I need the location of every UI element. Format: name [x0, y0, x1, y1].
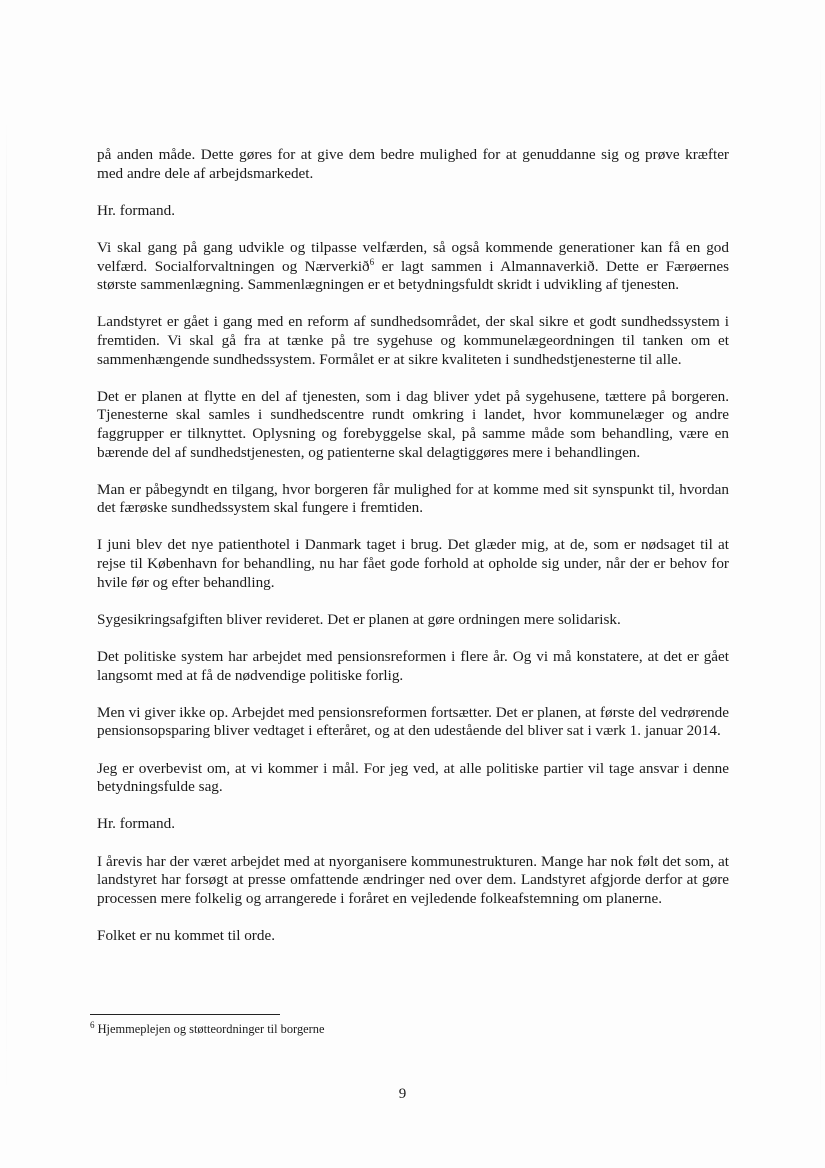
paragraph-municipal-structure: I årevis har der været arbejdet med at nyorganisere kommunestrukturen. Mange har nok følt det som, at landstyret har forsøgt at presse omfattende ændringer ned over dem. Landstyret afgjorde derfor at gøre processen mere folkelig og arrangerede i foråret en vejledende folkeafstemning om planerne.: [97, 852, 729, 907]
greeting-chairman-2: Hr. formand.: [97, 815, 176, 833]
body-text: [97, 146, 729, 964]
paragraph-pension-reform: Det politiske system har arbejdet med pensionsreformen i flere år. Og vi må konstatere, at det er gået langsomt med at få de nødvendige politiske forlig.: [97, 648, 729, 684]
paragraph-retraining: på anden måde. Dette gøres for at give dem bedre mulighed for at genuddanne sig og prøve kræfter med andre dele af arbejdsmarkedet.: [97, 146, 729, 182]
footnote-text: Hjemmeplejen og støtteordninger til borgerne: [94, 1022, 325, 1036]
paragraph-health-reform: Landstyret er gået i gang med en reform af sundhedsområdet, der skal sikre et godt sundhedssystem i fremtiden. Vi skal gå fra at tænke på tre sygehuse og kommunelægeordningen til tanken om et sammenhængende sundhedssystem. Formålet er at sikre kvaliteten i sundhedstjenesterne til alle.: [97, 313, 729, 368]
welfare-text-end: er lagt sammen i Almannaverkið. Dette er Færøernes største sammenlægning. Sammenlægningen er et betydningsfuldt skridt i udvikling af tjenesten.: [97, 257, 729, 294]
paragraph-health-centres: Det er planen at flytte en del af tjenesten, som i dag bliver ydet på sygehusene, tættere på borgeren. Tjenesterne skal samles i sundhedscentre rundt omkring i landet, hvor kommunelæger og andre faggrupper er tilknyttet. Oplysning og forebyggelse skal, på samme måde som behandling, være en bærende del af sundhedstjenesten, og patienterne skal delagtiggøres mere i behandlingen.: [97, 387, 729, 461]
scan-edge-left: [6, 120, 7, 1100]
footnote-marker: 6: [90, 1019, 95, 1030]
paragraph-welfare: [97, 239, 729, 295]
paragraph-citizen-input: Man er påbegyndt en tilgang, hvor borgeren får mulighed for at komme med sit synspunkt til, hvordan det færøske sundhedssystem skal fungere i fremtiden.: [97, 480, 729, 517]
paragraph-pension-continues: Men vi giver ikke op. Arbejdet med pensionsreformen fortsætter. Det er planen, at første del vedrørende pensionsopsparing bliver vedtaget i efteråret, og at den udestående del bliver sat i værk 1. januar 2014.: [97, 703, 729, 740]
paragraph-patient-hotel: I juni blev det nye patienthotel i Danmark taget i brug. Det glæder mig, at de, som er nødsaget til at rejse til København for behandling, nu har fået gode forhold at opholde sig under, når der er behov for hvile før og efter behandling.: [97, 536, 729, 591]
welfare-text-start: Vi skal gang på gang udvikle og tilpasse velfærden, så også kommende generationer kan få en god velfærd. Socialforvaltningen og Nærverkið: [97, 238, 729, 275]
page-number: 9: [398, 1086, 407, 1102]
paragraph-confidence: Jeg er overbevist om, at vi kommer i mål. For jeg ved, at alle politiske partier vil tage ansvar i denne betydningsfulde sag.: [97, 759, 729, 796]
paragraph-health-levy: Sygesikringsafgiften bliver revideret. Det er planen at gøre ordningen mere solidarisk.: [97, 610, 621, 628]
scan-edge-right: [820, 40, 821, 1140]
greeting-chairman: Hr. formand.: [97, 201, 176, 219]
footnote-reference: 6: [369, 256, 375, 267]
footnote-divider: [90, 1014, 280, 1015]
footnote: [90, 1019, 730, 1037]
paragraph-people-spoken: Folket er nu kommet til orde.: [97, 926, 276, 944]
